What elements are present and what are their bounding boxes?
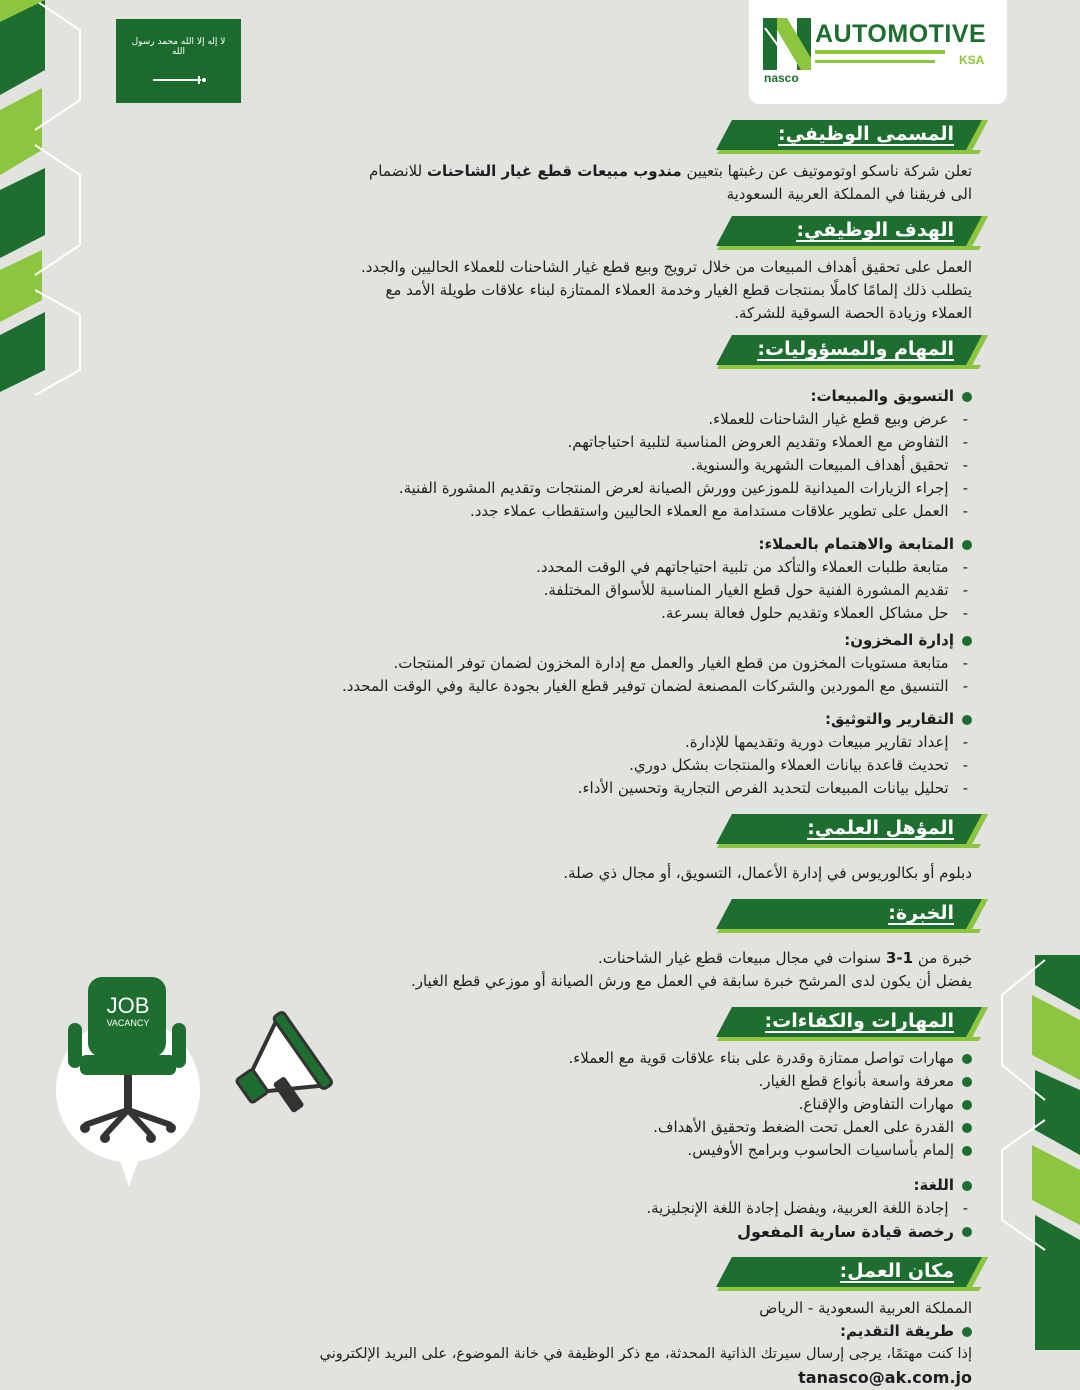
tasks-group-title: التسويق والمبيعات: (150, 385, 972, 408)
list-item: - تحديث قاعدة بيانات العملاء والمنتجات بشكل دوري. (150, 754, 968, 777)
brand-name: AUTOMOTIVE (815, 20, 987, 48)
job-title-text-before: تعلن شركة ناسكو اوتوموتيف عن رغبتها بتعيين (686, 162, 972, 180)
brand-underline-2 (815, 60, 935, 63)
experience-text-after: سنوات في مجال مبيعات قطع غيار الشاحنات. (597, 949, 882, 967)
experience-line2: يفضل أن يكون لدى المرشح خبرة سابقة في العمل مع ورش الصيانة أو موزعي قطع الغيار. (410, 972, 972, 990)
contact-email[interactable]: tanasco@ak.com.jo (798, 1368, 972, 1387)
goal-line: العمل على تحقيق أهداف المبيعات من خلال ترويج وبيع قطع غيار الشاحنات للعملاء الحاليين والجدد. (360, 258, 972, 276)
goal-header: الهدف الوظيفي: (796, 219, 954, 241)
company-logo-box (749, 0, 1007, 104)
section-header-qualification (698, 814, 972, 848)
job-ad-content (150, 120, 972, 1390)
right-stripes-decoration (990, 955, 1080, 1350)
nasco-logo-icon (763, 18, 811, 70)
qualification-header: المؤهل العلمي: (807, 817, 954, 839)
experience-years: 1-3 (885, 949, 914, 967)
list-item: مهارات تواصل ممتازة وقدرة على بناء علاقات قوية مع العملاء. (150, 1047, 972, 1070)
job-title-header: المسمى الوظيفي: (777, 123, 954, 145)
saudi-flag (116, 19, 241, 103)
list-item: - متابعة مستويات المخزون من قطع الغيار والعمل مع إدارة المخزون لضمان توفر المنتجات. (150, 652, 968, 675)
tasks-list (150, 408, 972, 523)
tasks-list (150, 652, 972, 698)
brand-underline (815, 50, 945, 54)
list-item: القدرة على العمل تحت الضغط وتحقيق الأهداف. (150, 1116, 972, 1139)
list-item: - تقديم المشورة الفنية حول قطع الغيار المناسبة للأسواق المختلفة. (150, 579, 968, 602)
left-stripes-top-decoration (0, 0, 50, 40)
tasks-group-title: التقارير والتوثيق: (150, 708, 972, 731)
flag-sword-icon (151, 75, 207, 85)
job-title-line2: الى فريقنا في المملكة العربية السعودية (726, 185, 972, 203)
tasks-list (150, 731, 972, 800)
vacancy-vacancy-text: VACANCY (106, 1018, 150, 1028)
job-title-text-after: للانضمام (368, 162, 423, 180)
tasks-group-title: إدارة المخزون: (150, 629, 972, 652)
flag-shahada-text: لا إله إلا الله محمد رسول الله (131, 37, 226, 57)
job-title-position: مندوب مبيعات قطع غيار الشاحنات (426, 162, 682, 180)
language-title: اللغة: (150, 1174, 972, 1197)
experience-text-before: خبرة من (917, 949, 972, 967)
tasks-group-title: المتابعة والاهتمام بالعملاء: (150, 533, 972, 556)
section-header-skills (698, 1007, 972, 1041)
section-header-location (698, 1257, 972, 1291)
tasks-header: المهام والمسؤوليات: (757, 338, 954, 360)
goal-line: يتطلب ذلك إلمامًا كاملًا بمنتجات قطع الغيار وخدمة العملاء الممتازة لبناء علاقات طويلة الأمد مع (385, 281, 972, 299)
goal-line: العملاء وزيادة الحصة السوقية للشركة. (734, 304, 972, 322)
brand-company: nasco (764, 71, 799, 85)
section-header-goal (698, 216, 972, 250)
list-item: - إجادة اللغة العربية، ويفضل إجادة اللغة الإنجليزية. (150, 1197, 968, 1220)
list-item: - عرض وبيع قطع غيار الشاحنات للعملاء. (150, 408, 968, 431)
skills-header: المهارات والكفاءات: (764, 1010, 954, 1032)
list-item: - إجراء الزيارات الميدانية للموزعين وورش الصيانة لعرض المنتجات وتقديم المشورة الفنية. (150, 477, 968, 500)
brand-region: KSA (959, 53, 985, 67)
list-item: - تحليل بيانات المبيعات لتحديد الفرص التجارية وتحسين الأداء. (150, 777, 968, 800)
list-item: مهارات التفاوض والإقناع. (150, 1093, 972, 1116)
tasks-list (150, 556, 972, 625)
location-header: مكان العمل: (839, 1260, 954, 1282)
list-item: معرفة واسعة بأنواع قطع الغيار. (150, 1070, 972, 1093)
experience-header: الخبرة: (888, 902, 954, 924)
skills-list (150, 1047, 972, 1162)
apply-text: إذا كنت مهتمًا، يرجى إرسال سيرتك الذاتية المحدثة، مع ذكر الوظيفة في خانة الموضوع، على البريد الإلكتروني (319, 1346, 972, 1362)
license-item: رخصة قيادة سارية المفعول (150, 1220, 972, 1243)
vacancy-job-text: JOB (106, 993, 150, 1018)
list-item: - حل مشاكل العملاء وتقديم حلول فعالة بسرعة. (150, 602, 968, 625)
list-item: - تحقيق أهداف المبيعات الشهرية والسنوية. (150, 454, 968, 477)
apply-title: طريقة التقديم: (150, 1320, 972, 1343)
job-title-line1 (150, 160, 972, 183)
list-item: - التفاوض مع العملاء وتقديم العروض المناسبة لتلبية احتياجاتهم. (150, 431, 968, 454)
list-item: - إعداد تقارير مبيعات دورية وتقديمها للإدارة. (150, 731, 968, 754)
section-header-job-title (698, 120, 972, 154)
language-list (150, 1197, 972, 1220)
qualification-text: دبلوم أو بكالوريوس في إدارة الأعمال، التسويق، أو مجال ذي صلة. (563, 864, 972, 882)
list-item: إلمام بأساسيات الحاسوب وبرامج الأوفيس. (150, 1139, 972, 1162)
section-header-tasks (698, 335, 972, 369)
list-item: - العمل على تطوير علاقات مستدامة مع العملاء الحاليين واستقطاب عملاء جدد. (150, 500, 968, 523)
experience-line1 (150, 947, 972, 970)
list-item: - التنسيق مع الموردين والشركات المصنعة لضمان توفير قطع الغيار بجودة عالية وفي الوقت المحدد. (150, 675, 968, 698)
list-item: - متابعة طلبات العملاء والتأكد من تلبية احتياجاتهم في الوقت المحدد. (150, 556, 968, 579)
location-text: المملكة العربية السعودية - الرياض (759, 1299, 972, 1317)
left-stripes-decoration (0, 0, 90, 420)
section-header-experience (698, 899, 972, 933)
